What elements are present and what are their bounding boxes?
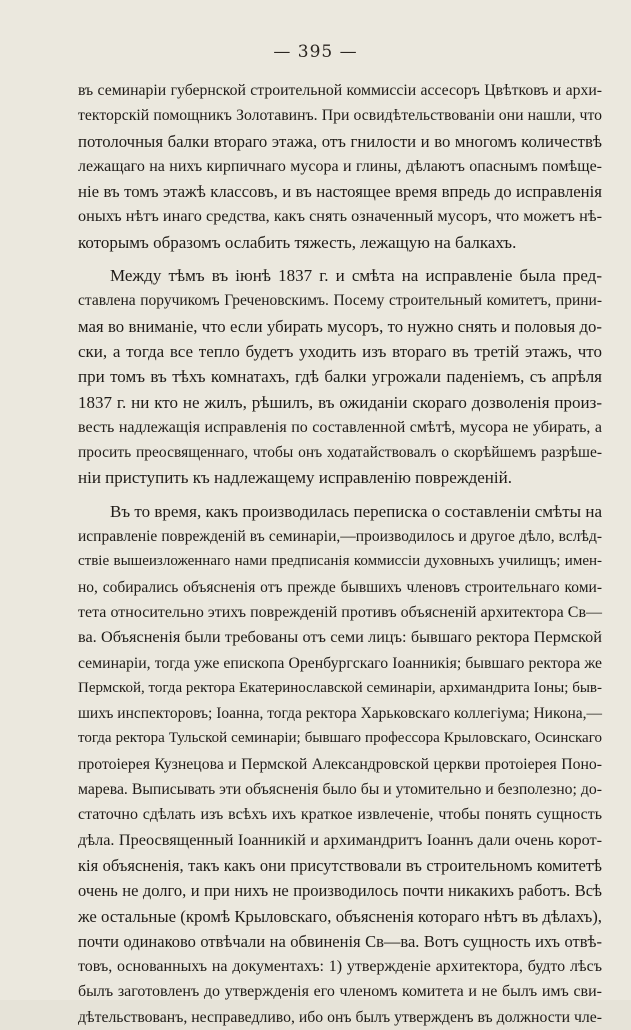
text-line: въ семинаріи губернской строительной коммиссіи ассесоръ Цвѣтковъ и архи- — [78, 82, 602, 99]
text-line: ніи приступить къ надлежащему исправленію поврежденій. — [78, 468, 512, 488]
text-line: тета относительно этихъ поврежденій противъ объясненій архитектора Св— — [78, 603, 602, 621]
text-line: дѣтельствованъ, несправедливо, ибо онъ былъ утвержденъ въ должности чле- — [78, 1008, 602, 1026]
text-line: 1837 г. ни кто не жилъ, рѣшилъ, въ ожиданіи скораго дозволенія произ- — [78, 392, 602, 412]
text-line: семинаріи, тогда уже епископа Оренбургскаго Іоанникія; бывшаго ректора же — [78, 654, 602, 672]
text-line: тогда ректора Тульской семинаріи; бывшаго профессора Крыловскаго, Осинскаго — [78, 730, 602, 747]
text-line: статочно сдѣлать изъ всѣхъ ихъ краткое извлеченіе, чтобы понять сущность — [78, 806, 602, 824]
text-line: кія объясненія, такъ какъ они присутствовали въ строительномъ комитетѣ — [78, 855, 602, 875]
text-line: весть надлежащія исправленія по составленной смѣтѣ, мусора не убирать, а — [78, 418, 602, 436]
paragraph-gap — [78, 491, 602, 499]
paragraph-gap — [78, 255, 602, 263]
text-line: шихъ инспекторовъ; Іоанна, тогда ректора Харьковскаго коллегіума; Никона,— — [78, 705, 602, 723]
paragraph-3 — [78, 499, 602, 1030]
text-line: дѣла. Преосвященный Іоанникій и архимандритъ Іоаннъ дали очень корот- — [78, 830, 602, 849]
paragraph-1 — [78, 78, 602, 255]
text-line: потолочныя балки втораго этажа, отъ гнилости и во многомъ количествѣ — [78, 131, 602, 151]
text-line: же остальные (кромѣ Крыловскаго, объясненія котораго нѣтъ въ дѣлахъ), — [78, 906, 602, 926]
text-line: ва. Объясненія были требованы отъ семи лицъ: бывшаго ректора Пермской — [78, 628, 602, 647]
text-line: Пермской, тогда ректора Екатеринославской семинаріи, архимандрита Іоны; быв- — [78, 679, 602, 696]
text-line: очень не долго, и при нихъ не производилось почти никакихъ работъ. Всѣ — [78, 881, 602, 901]
text-line: при томъ въ тѣхъ комнатахъ, гдѣ балки угрожали паденіемъ, съ апрѣля — [78, 367, 602, 387]
text-line: Въ то время, какъ производилась переписка о составленіи смѣты на — [110, 501, 602, 521]
text-line: лежащаго на нихъ кирпичнаго мусора и глины, дѣлаютъ опаснымъ помѣще- — [78, 157, 602, 175]
text-line: товъ, основанныхъ на документахъ: 1) утвержденіе архитектора, будто лѣсъ — [78, 958, 602, 976]
text-line: текторскій помощникъ Золотавинъ. При освидѣтельствованіи они нашли, что — [78, 107, 602, 125]
text-line: которымъ образомъ ослабить тяжесть, лежащую на балкахъ. — [78, 232, 517, 252]
text-line: мая во вниманіе, что если убирать мусоръ, то нужно снять и половыя до- — [78, 316, 602, 336]
paragraph-2 — [78, 263, 602, 491]
text-line: былъ заготовленъ до утвержденія его членомъ комитета и не былъ имъ сви- — [78, 983, 602, 1001]
text-line: протоіерея Кузнецова и Пермской Александровской церкви протоіерея Поно- — [78, 755, 602, 773]
text-line: почти одинаково отвѣчали на обвиненія Св—ва. Вотъ сущность ихъ отвѣ- — [78, 931, 602, 951]
text-line: ставлена поручикомъ Греченовскимъ. Посему строительный комитетъ, прини- — [78, 292, 602, 310]
text-line: Между тѣмъ въ іюнѣ 1837 г. и смѣта на исправленіе была пред- — [110, 266, 602, 286]
text-line: ствіе вышеизложеннаго нами предписанія коммиссіи духовныхъ училищъ; имен- — [78, 553, 602, 570]
text-line: марева. Выписывать эти объясненія было бы и утомительно и безполезно; до- — [78, 781, 602, 799]
body-text — [78, 78, 602, 1030]
text-line: оныхъ нѣтъ инаго средства, какъ снять означенный мусоръ, что можетъ нѣ- — [78, 207, 602, 226]
text-line: просить преосвященнаго, чтобы онъ ходатайствовалъ о скорѣйшемъ разрѣше- — [78, 444, 602, 462]
text-line: но, собирались объясненія отъ прежде бывшихъ членовъ строительнаго коми- — [78, 578, 602, 596]
text-line: ски, а тогда все тепло будетъ уходить изъ втораго въ третій этажъ, что — [78, 341, 602, 361]
text-line: исправленіе поврежденій въ семинаріи,—производилось и другое дѣло, вслѣд- — [78, 528, 602, 546]
text-line: ніе въ томъ этажѣ классовъ, и въ настоящее время впредь до исправленія — [78, 182, 602, 202]
page-number: — 395 — — [273, 42, 358, 62]
